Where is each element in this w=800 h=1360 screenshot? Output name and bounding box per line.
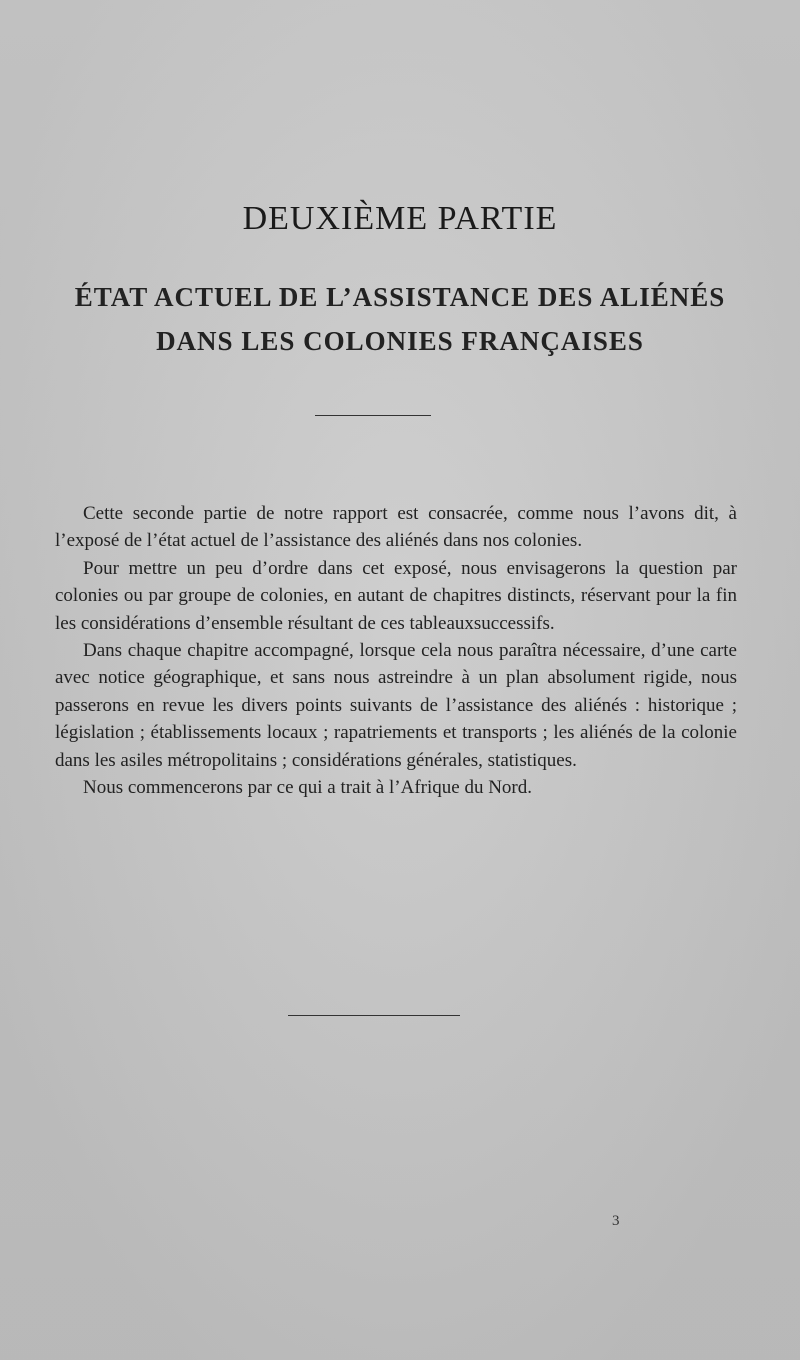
paragraph-2: Pour mettre un peu d’ordre dans cet exposé, nous envisagerons la question par colonies ou par groupe de colonies, en autant de chapitres distincts, réservant pour la fin les considérations d’ensemble résultant de ces tableauxsuccessifs. (55, 557, 737, 634)
part-title: DEUXIÈME PARTIE (242, 200, 558, 237)
paragraph-4: Nous commencerons par ce qui a trait à l’Afrique du Nord. (83, 777, 532, 799)
paragraph-3: Dans chaque chapitre accompagné, lorsque cela nous paraîtra nécessaire, d’une carte avec notice géographique, et sans nous astreindre à un plan absolument rigide, nous passerons en revue les divers points suivants de l’assistance des aliénés : historique ; législation ; établissements locaux ; rapatriements et transports ; les aliénés de la colonie dans les asiles métropolitains ; considérations générales, statistiques. (55, 640, 737, 771)
title-separator-rule (315, 415, 431, 416)
page-number: 3 (612, 1213, 620, 1229)
body-text (55, 500, 737, 801)
subtitle-line-2: DANS LES COLONIES FRANÇAISES (156, 326, 644, 356)
subtitle-line-1: ÉTAT ACTUEL DE L’ASSISTANCE DES ALIÉNÉS (74, 282, 726, 312)
closing-separator-rule (288, 1015, 460, 1016)
paragraph-1: Cette seconde partie de notre rapport est consacrée, comme nous l’avons dit, à l’exposé de l’état actuel de l’assistance des aliénés dans nos colonies. (55, 503, 737, 552)
